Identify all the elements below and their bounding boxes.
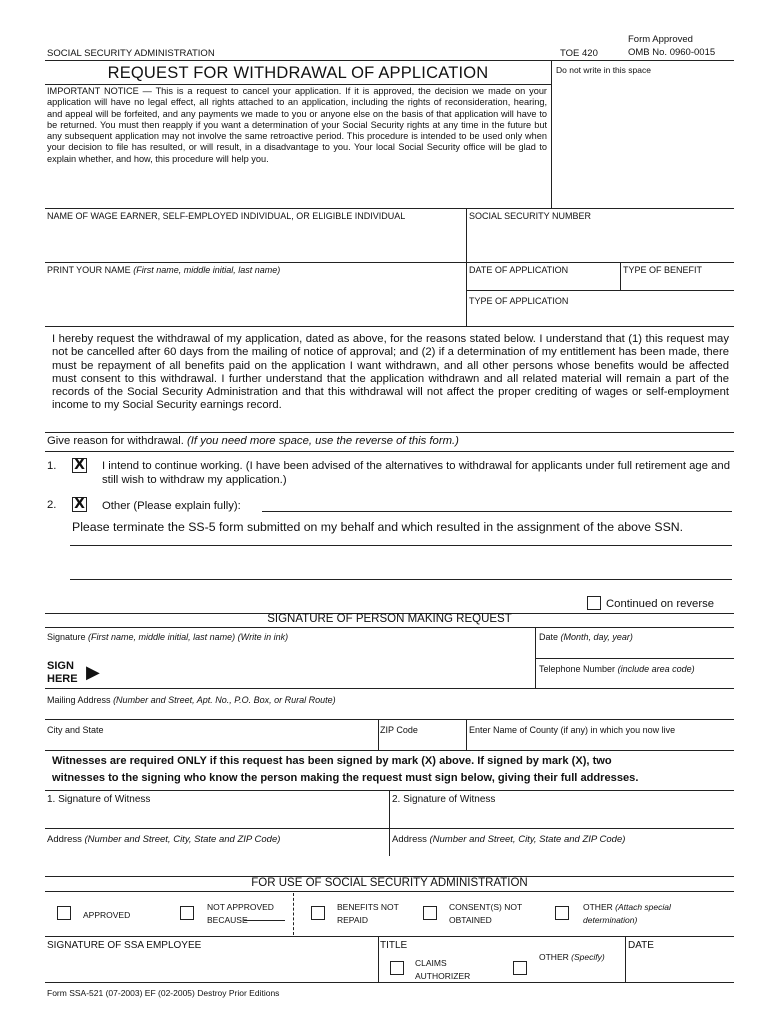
city-state-label: City and State xyxy=(47,725,104,735)
witness-2-address-field[interactable] xyxy=(391,845,732,855)
zip-label: ZIP Code xyxy=(380,725,418,735)
title-label: TITLE xyxy=(380,940,408,951)
ssn-field[interactable] xyxy=(468,223,732,261)
sign-here-arrow-icon: ▶ xyxy=(86,662,100,682)
ssa-use-heading: FOR USE OF SOCIAL SECURITY ADMINISTRATION xyxy=(251,877,528,889)
telephone-label: Telephone Number (include area code) xyxy=(539,664,695,674)
reason-1-number: 1. xyxy=(47,460,57,472)
telephone-field[interactable] xyxy=(537,676,732,687)
print-name-field[interactable] xyxy=(46,277,464,323)
form-code: TOE 420 xyxy=(560,48,598,59)
form-approved: Form Approved xyxy=(628,34,693,45)
witness-1-address-field[interactable] xyxy=(46,845,387,855)
ssa-date-field[interactable] xyxy=(627,952,732,980)
consent-not-obtained-label: CONSENT(S) NOT OBTAINED xyxy=(449,902,523,925)
reason-2-text: Other (Please explain fully): xyxy=(102,500,241,512)
continued-on-reverse-label: Continued on reverse xyxy=(606,598,715,610)
reason-2-number: 2. xyxy=(47,499,57,511)
wage-earner-field[interactable] xyxy=(46,223,464,261)
mailing-address-field[interactable] xyxy=(46,706,732,718)
type-of-benefit-field[interactable] xyxy=(622,277,732,289)
not-approved-label: NOT APPROVED BECAUSE xyxy=(207,902,274,925)
print-name-label: PRINT YOUR NAME (First name, middle initial, last name) xyxy=(47,265,281,275)
ssa-employee-signature-label: SIGNATURE OF SSA EMPLOYEE xyxy=(47,940,202,951)
approved-label: APPROVED xyxy=(83,910,131,920)
witness-2-signature-field[interactable] xyxy=(391,806,732,828)
consent-not-obtained-checkbox[interactable] xyxy=(423,906,437,920)
ssa-date-label: DATE xyxy=(628,940,654,951)
claims-authorizer-checkbox[interactable] xyxy=(390,961,404,975)
witness-1-address-label: Address (Number and Street, City, State and ZIP Code) xyxy=(47,834,281,845)
claims-authorizer-label: CLAIMS AUTHORIZER xyxy=(415,958,471,981)
signature-heading: SIGNATURE OF PERSON MAKING REQUEST xyxy=(267,613,512,625)
county-field[interactable] xyxy=(468,737,732,749)
title-other-checkbox[interactable] xyxy=(513,961,527,975)
other-determination-label: OTHER (Attach special determination) xyxy=(583,902,671,925)
witness-2-signature-label: 2. Signature of Witness xyxy=(392,794,496,805)
approved-checkbox[interactable] xyxy=(57,906,71,920)
do-not-write-note: Do not write in this space xyxy=(556,65,651,75)
type-of-benefit-label: TYPE OF BENEFIT xyxy=(623,265,703,275)
witness-notice-line-2: witnesses to the signing who know the person making the request must sign below, giving their full addresses. xyxy=(52,772,639,784)
witness-1-signature-field[interactable] xyxy=(46,806,387,828)
city-state-field[interactable] xyxy=(46,737,376,749)
ssn-label: SOCIAL SECURITY NUMBER xyxy=(469,211,592,221)
date-field[interactable] xyxy=(537,645,732,657)
witness-2-address-label: Address (Number and Street, City, State and ZIP Code) xyxy=(392,834,626,845)
form-footer: Form SSA-521 (07-2003) EF (02-2005) Destroy Prior Editions xyxy=(47,988,280,998)
reason-1-checkbox[interactable]: X xyxy=(72,458,87,473)
type-of-application-label: TYPE OF APPLICATION xyxy=(469,296,569,306)
reason-2-checkbox[interactable]: X xyxy=(72,497,87,512)
date-of-application-field[interactable] xyxy=(468,277,618,289)
signature-field[interactable] xyxy=(46,645,533,685)
form-title: REQUEST FOR WITHDRAWAL OF APPLICATION xyxy=(107,64,489,82)
reason-prompt: Give reason for withdrawal. (If you need more space, use the reverse of this form.) xyxy=(47,435,459,447)
ssa-employee-signature-field[interactable] xyxy=(46,952,376,980)
mailing-address-label: Mailing Address (Number and Street, Apt. No., P.O. Box, or Rural Route) xyxy=(47,695,336,705)
wage-earner-label: NAME OF WAGE EARNER, SELF-EMPLOYED INDIVIDUAL, OR ELIGIBLE INDIVIDUAL xyxy=(47,211,406,221)
agency-name: SOCIAL SECURITY ADMINISTRATION xyxy=(47,48,215,59)
witness-1-signature-label: 1. Signature of Witness xyxy=(47,794,151,805)
reason-2-explanation[interactable]: Please terminate the SS-5 form submitted on my behalf and which resulted in the assignment of the above SSN. xyxy=(72,520,684,534)
benefits-not-repaid-label: BENEFITS NOT REPAID xyxy=(337,902,399,925)
signature-label: Signature (First name, middle initial, last name) (Write in ink) xyxy=(47,632,289,642)
not-approved-checkbox[interactable] xyxy=(180,906,194,920)
witness-notice-line-1: Witnesses are required ONLY if this request has been signed by mark (X) above. If signed by mark (X), two xyxy=(52,755,612,767)
other-determination-checkbox[interactable] xyxy=(555,906,569,920)
omb-number: OMB No. 0960-0015 xyxy=(628,47,716,58)
date-of-application-label: DATE OF APPLICATION xyxy=(469,265,569,275)
date-label: Date (Month, day, year) xyxy=(539,632,633,642)
reason-1-text: I intend to continue working. (I have been advised of the alternatives to withdrawal for applicants under full retirement age and still wish to withdraw my application.) xyxy=(102,460,730,486)
zip-field[interactable] xyxy=(380,737,464,749)
benefits-not-repaid-checkbox[interactable] xyxy=(311,906,325,920)
county-label: Enter Name of County (if any) in which you now live xyxy=(469,725,676,735)
title-other-label: OTHER (Specify) xyxy=(539,952,605,962)
continued-on-reverse-checkbox[interactable] xyxy=(587,596,601,610)
sign-here-label: SIGN HERE xyxy=(47,660,78,685)
withdrawal-statement: I hereby request the withdrawal of my application, dated as above, for the reasons stated below. I understand that (1) this request may not be cancelled after 60 days from the mailing of notice of approval; and (2) if a determination of my entitlement has been made, there must be repayment of all benefits paid on the application I want withdrawn, and all other persons whose benefits would be affected must consent to this withdrawal. I further understand that the application withdrawn and all related material will remain a part of the records of the Social Security Administration and that this withdrawal will not affect the proper crediting of wages or self-employment income to my Social Security earnings record. xyxy=(52,333,729,412)
type-of-application-field[interactable] xyxy=(468,308,732,324)
important-notice: IMPORTANT NOTICE — This is a request to cancel your application. If it is approved, the decision we made on your application will have no legal effect, all rights attached to an application, including the rights of reconsideration, hearing, and appeal will be forfeited, and any payments we made to you or anyone else on the basis of that application will have to be returned. You must then reapply if you want a determination of your Social Security rights at any time in the future but any subsequent application may not involve the same retroactive period. This procedure is intended to be used only when your decision to file has resulted, or will result, in a disadvantage to you. Your local Social Security office will be glad to explain whether, and how, this procedure will help you. xyxy=(47,86,547,164)
